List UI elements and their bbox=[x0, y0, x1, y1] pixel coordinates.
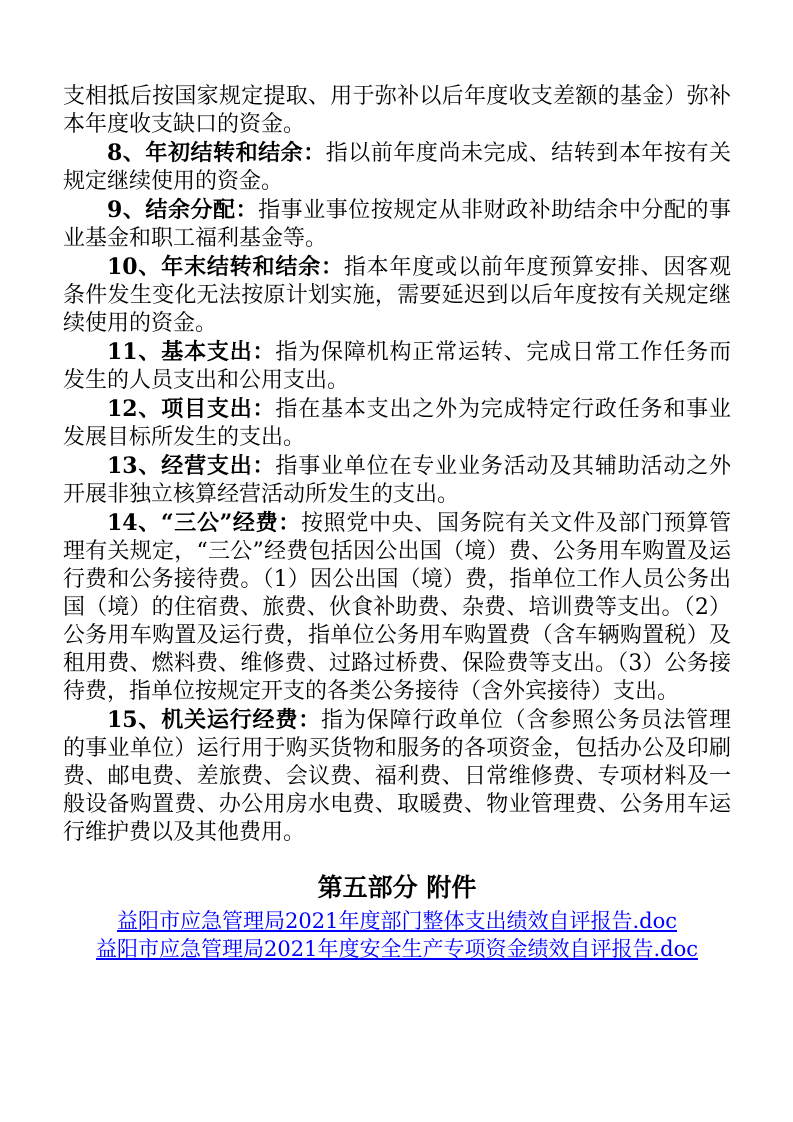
definition-term: 13、经营支出： bbox=[107, 453, 276, 479]
definition-text: 指为保障行政单位（含参照公务员法管理的事业单位）运行用于购买货物和服务的各项资金，包括办公及印刷费、邮电费、差旅费、会议费、福利费、日常维修费、专项材料及一般设备购置费、办公用房水电费、取暖费、物业管理费、公务用车运行维护费以及其他费用。 bbox=[63, 708, 731, 845]
definition-term: 12、项目支出： bbox=[107, 396, 276, 422]
definition-term: 8、年初结转和结余： bbox=[107, 140, 326, 166]
definition-paragraph-9 bbox=[63, 196, 731, 253]
definition-paragraph-11 bbox=[63, 338, 731, 395]
definition-term: 15、机关运行经费： bbox=[107, 707, 322, 733]
definition-paragraph-15 bbox=[63, 706, 731, 847]
definitions-list bbox=[63, 139, 731, 847]
definition-term: 14、“三公”经费： bbox=[107, 510, 301, 536]
definition-term: 10、年末结转和结余： bbox=[107, 254, 344, 280]
definition-text: 指本年度或以前年度预算安排、因客观条件发生变化无法按原计划实施，需要延迟到以后年度按有关规定继续使用的资金。 bbox=[63, 255, 731, 336]
document-content bbox=[63, 83, 731, 963]
definition-text: 按照党中央、国务院有关文件及部门预算管理有关规定，“三公”经费包括因公出国（境）费、公务用车购置及运行费和公务接待费。（1）因公出国（境）费，指单位工作人员公务出国（境）的住宿费、旅费、伙食补助费、杂费、培训费等支出。（2）公务用车购置及运行费，指单位公务用车购置费（含车辆购置税）及租用费、燃料费、维修费、过路过桥费、保险费等支出。（3）公务接待费，指单位按规定开支的各类公务接待（含外宾接待）支出。 bbox=[63, 511, 731, 704]
attachment-link-1[interactable]: 益阳市应急管理局2021年度部门整体支出绩效自评报告.doc bbox=[117, 909, 677, 933]
intro-continuation-paragraph: 支相抵后按国家规定提取、用于弥补以后年度收支差额的基金）弥补本年度收支缺口的资金。 bbox=[63, 84, 731, 137]
definition-paragraph-10 bbox=[63, 253, 731, 338]
definition-term: 9、结余分配： bbox=[107, 197, 259, 223]
section-title: 第五部分 附件 bbox=[317, 873, 477, 902]
definition-text: 指在基本支出之外为完成特定行政任务和事业发展目标所发生的支出。 bbox=[63, 397, 731, 450]
definition-term: 11、基本支出： bbox=[107, 339, 276, 365]
definition-paragraph-14 bbox=[63, 509, 731, 706]
definition-text: 指以前年度尚未完成、结转到本年按有关规定继续使用的资金。 bbox=[63, 141, 731, 194]
definition-text: 指为保障机构正常运转、完成日常工作任务而发生的人员支出和公用支出。 bbox=[63, 340, 731, 393]
definition-paragraph-12 bbox=[63, 395, 731, 452]
definition-text: 指事业单位在专业业务活动及其辅助活动之外开展非独立核算经营活动所发生的支出。 bbox=[63, 454, 731, 507]
attachments-list bbox=[63, 907, 731, 963]
definition-paragraph-8 bbox=[63, 139, 731, 196]
definition-text: 指事业事位按规定从非财政补助结余中分配的事业基金和职工福利基金等。 bbox=[63, 198, 731, 251]
definition-paragraph-13 bbox=[63, 452, 731, 509]
attachment-link-2[interactable]: 益阳市应急管理局2021年度安全生产专项资金绩效自评报告.doc bbox=[96, 937, 698, 961]
